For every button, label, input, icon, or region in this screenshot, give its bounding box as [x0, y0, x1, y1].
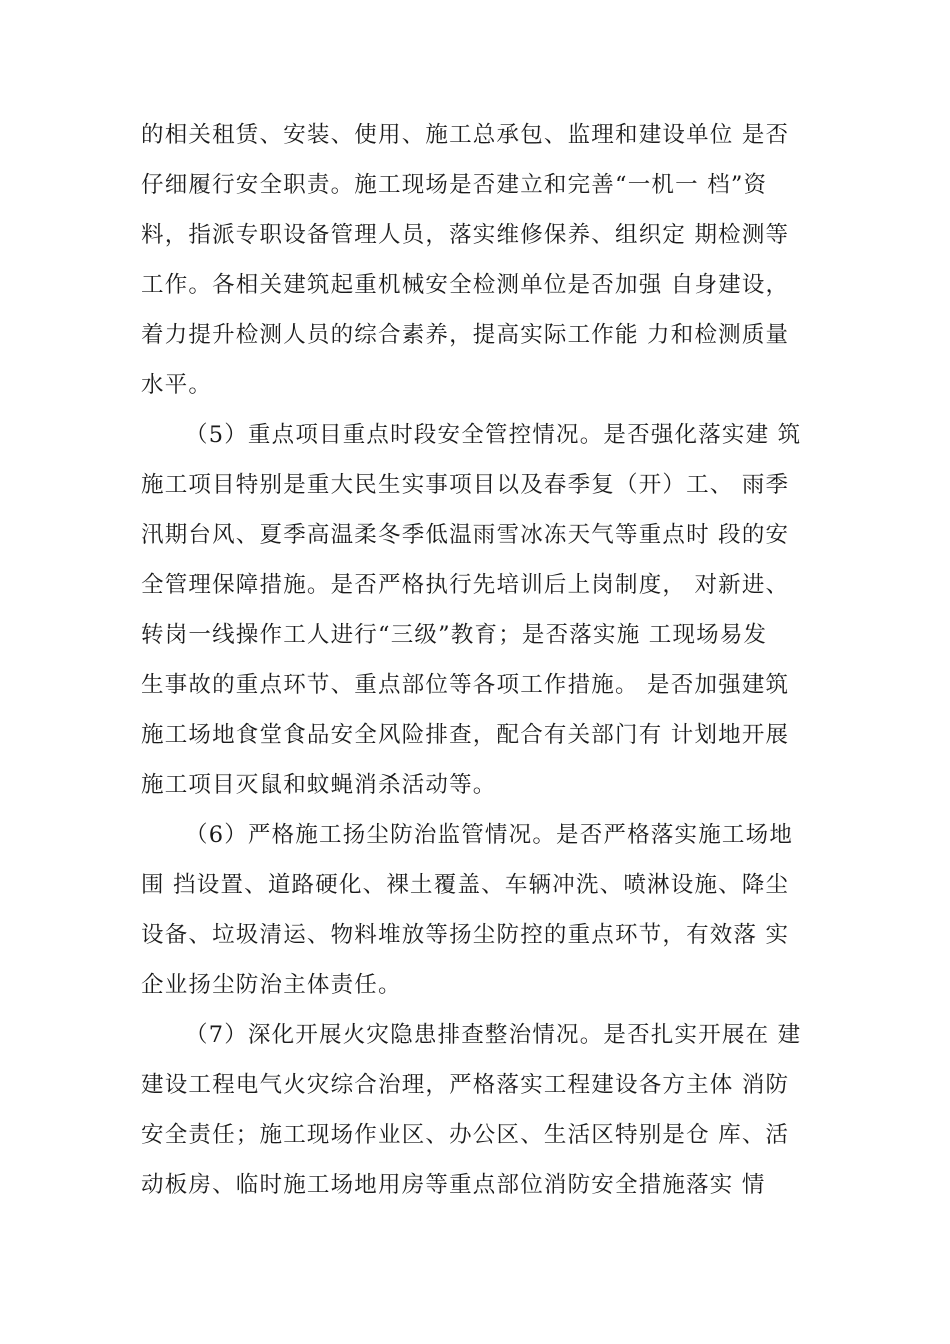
text-line: 仔细履行安全职责。施工现场是否建立和完善“一机一 档”资	[141, 172, 768, 198]
paragraph-5-heading: （5）重点项目重点时段安全管控情况。是否强化落实建 筑	[185, 422, 802, 448]
text-line: 安全责任；施工现场作业区、办公区、生活区特别是仓 库、活	[141, 1122, 790, 1148]
text-line: 工作。各相关建筑起重机械安全检测单位是否加强 自身建设，	[141, 272, 790, 298]
text-line: 施工项目特别是重大民生实事项目以及春季复（开）工、 雨季	[141, 472, 790, 498]
text-line: 围 挡设置、道路硬化、裸土覆盖、车辆冲洗、喷淋设施、降尘	[141, 872, 790, 898]
text-line: 汛期台风、夏季高温柔冬季低温雨雪冰冻天气等重点时 段的安	[141, 522, 790, 548]
text-line: 施工项目灭鼠和蚊蝇消杀活动等。	[141, 772, 497, 798]
text-line: 企业扬尘防治主体责任。	[141, 972, 402, 998]
text-line: 全管理保障措施。是否严格执行先培训后上岗制度， 对新进、	[141, 572, 790, 598]
text-line: 水平。	[141, 372, 213, 398]
text-line: 料，指派专职设备管理人员，落实维修保养、组织定 期检测等	[141, 222, 790, 248]
text-line: 生事故的重点环节、重点部位等各项工作措施。 是否加强建筑	[141, 672, 790, 698]
text-line: 动板房、临时施工场地用房等重点部位消防安全措施落实 情	[141, 1172, 766, 1198]
paragraph-6-heading: （6）严格施工扬尘防治监管情况。是否严格落实施工场地	[185, 822, 794, 848]
text-line: 设备、垃圾清运、物料堆放等扬尘防控的重点环节，有效落 实	[141, 922, 790, 948]
text-line: 转岗一线操作工人进行“三级”教育；是否落实施 工现场易发	[141, 622, 768, 648]
paragraph-7-heading: （7）深化开展火灾隐患排查整治情况。是否扎实开展在 建	[185, 1022, 802, 1048]
text-line: 施工场地食堂食品安全风险排查，配合有关部门有 计划地开展	[141, 722, 790, 748]
text-line: 建设工程电气火灾综合治理，严格落实工程建设各方主体 消防	[141, 1072, 790, 1098]
text-line: 的相关租赁、安装、使用、施工总承包、监理和建设单位 是否	[141, 122, 790, 148]
text-line: 着力提升检测人员的综合素养，提高实际工作能 力和检测质量	[141, 322, 790, 348]
